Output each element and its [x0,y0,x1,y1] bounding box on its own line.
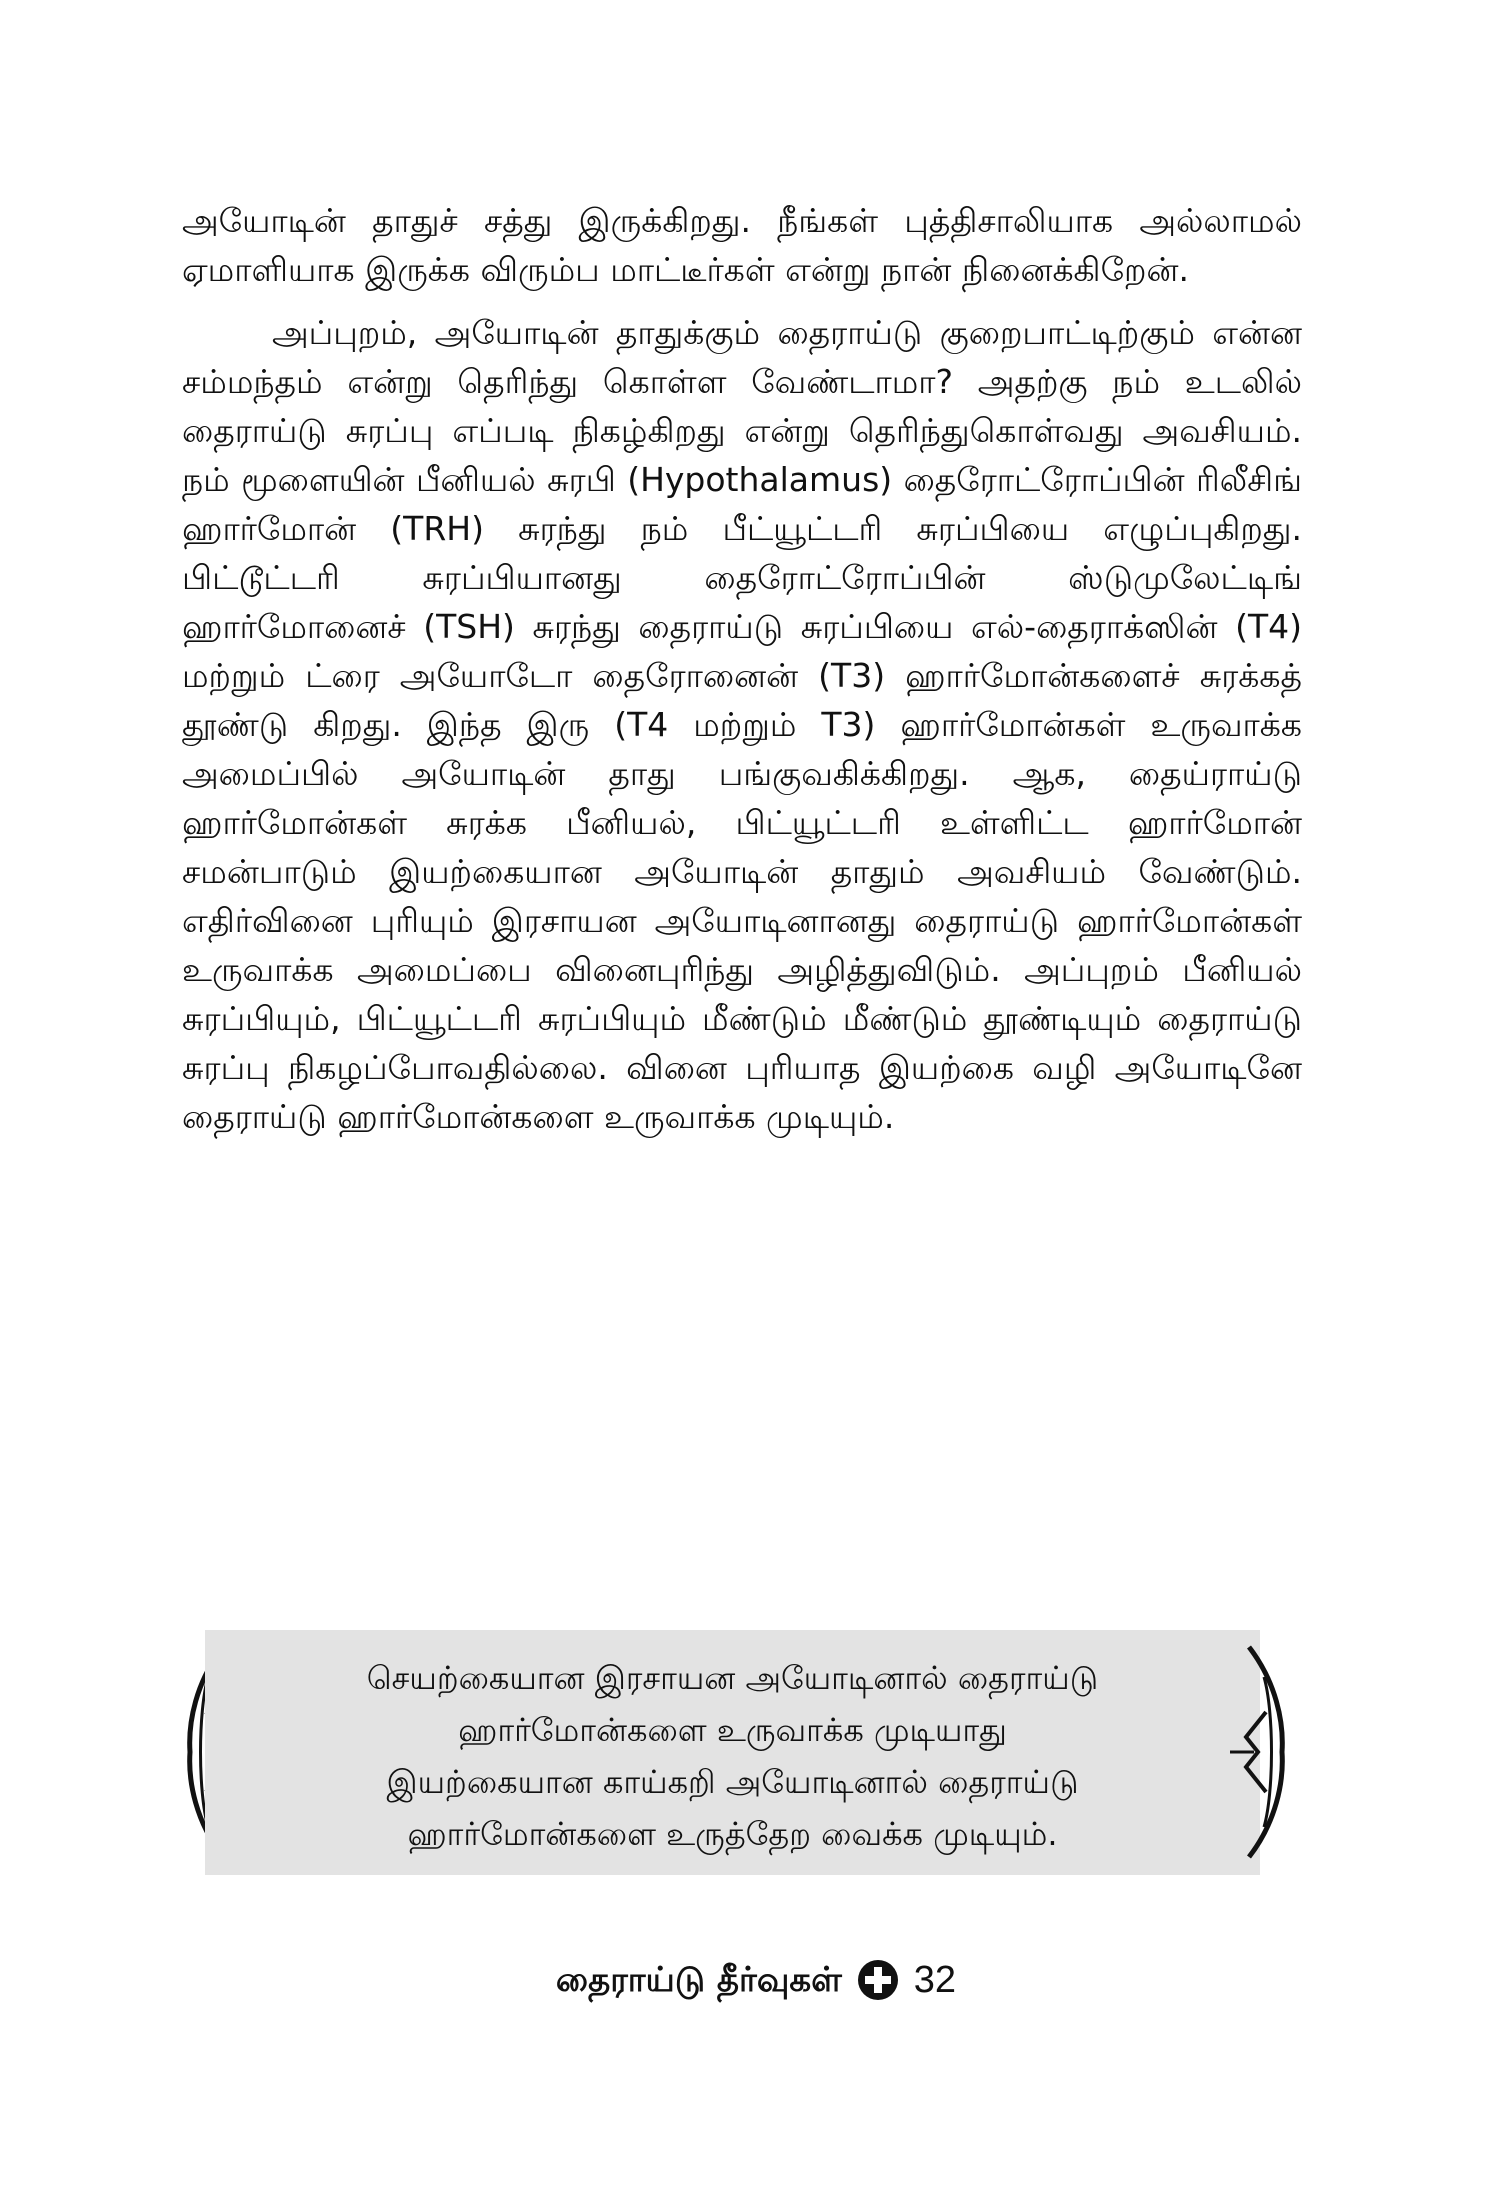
page-number: 32 [913,1959,957,2001]
body-text [182,196,1302,1155]
callout-line-4: ஹார்மோன்களை உருத்தேற வைக்க முடியும். [407,1815,1058,1853]
callout-box [205,1630,1260,1875]
book-title: தைராய்டு தீர்வுகள் [555,1960,842,2000]
callout-text [265,1652,1200,1860]
callout-line-2: ஹார்மோன்களை உருவாக்க முடியாது [458,1711,1007,1749]
callout-line-3: இயற்கையான காய்கறி அயோடினால் தைராய்டு [386,1763,1079,1801]
right-bracket-ornament-icon [1224,1642,1294,1862]
callout-line-1: செயற்கையான இரசாயன அயோடினால் தைராய்டு [366,1659,1099,1697]
paragraph-2: அப்புறம், அயோடின் தாதுக்கும் தைராய்டு குறைபாட்டிற்கும் என்ன சம்மந்தம் என்று தெரிந்து கொள்ள வேண்டாமா? அதற்கு நம் உடலில் தைராய்டு சுரப்பு எப்படி நிகழ்கிறது என்று தெரிந்துகொள்வது அவசியம். நம் மூளையின் பீனியல் சுரபி (Hypothalamus) தைரோட்ரோப்பின் ரிலீசிங் ஹார்மோன் (TRH) சுரந்து நம் பீட்யூட்டரி சுரப்பியை எழுப்புகிறது. பிட்டூட்டரி சுரப்பியானது தைரோட்ரோப்பின் ஸ்டுமுலேட்டிங் ஹார்மோனைச் (TSH) சுரந்து தைராய்டு சுரப்பியை எல்-தைராக்ஸின் (T4) மற்றும் ட்ரை அயோடோ தைரோனைன் (T3) ஹார்மோன்களைச் சுரக்கத் தூண்டு கிறது. இந்த இரு (T4 மற்றும் T3) ஹார்மோன்கள் உருவாக்க அமைப்பில் அயோடின் தாது பங்குவகிக்கிறது. ஆக, தைய்ராய்டு ஹார்மோன்கள் சுரக்க பீனியல், பிட்யூட்டரி உள்ளிட்ட ஹார்மோன் சமன்பாடும் இயற்கையான அயோடின் தாதும் அவசியம் வேண்டும். எதிர்வினை புரியும் இரசாயன அயோடினானது தைராய்டு ஹார்மோன்கள் உருவாக்க அமைப்பை வினைபுரிந்து அழித்துவிடும். அப்புறம் பீனியல் சுரப்பியும், பிட்யூட்டரி சுரப்பியும் மீண்டும் மீண்டும் தூண்டியும் தைராய்டு சுரப்பு நிகழப்போவதில்லை. வினை புரியாத இயற்கை வழி அயோடினே தைராய்டு ஹார்மோன்களை உருவாக்க முடியும். [182,313,1302,1136]
paragraph-1: அயோடின் தாதுச் சத்து இருக்கிறது. நீங்கள் புத்திசாலியாக அல்லாமல் ஏமாளியாக இருக்க விரும்ப மாட்டீர்கள் என்று நான் நினைக்கிறேன். [182,201,1302,289]
plus-circle-icon [856,1958,900,2002]
footer-inner [556,1955,956,2005]
page-footer [0,1955,1512,2005]
